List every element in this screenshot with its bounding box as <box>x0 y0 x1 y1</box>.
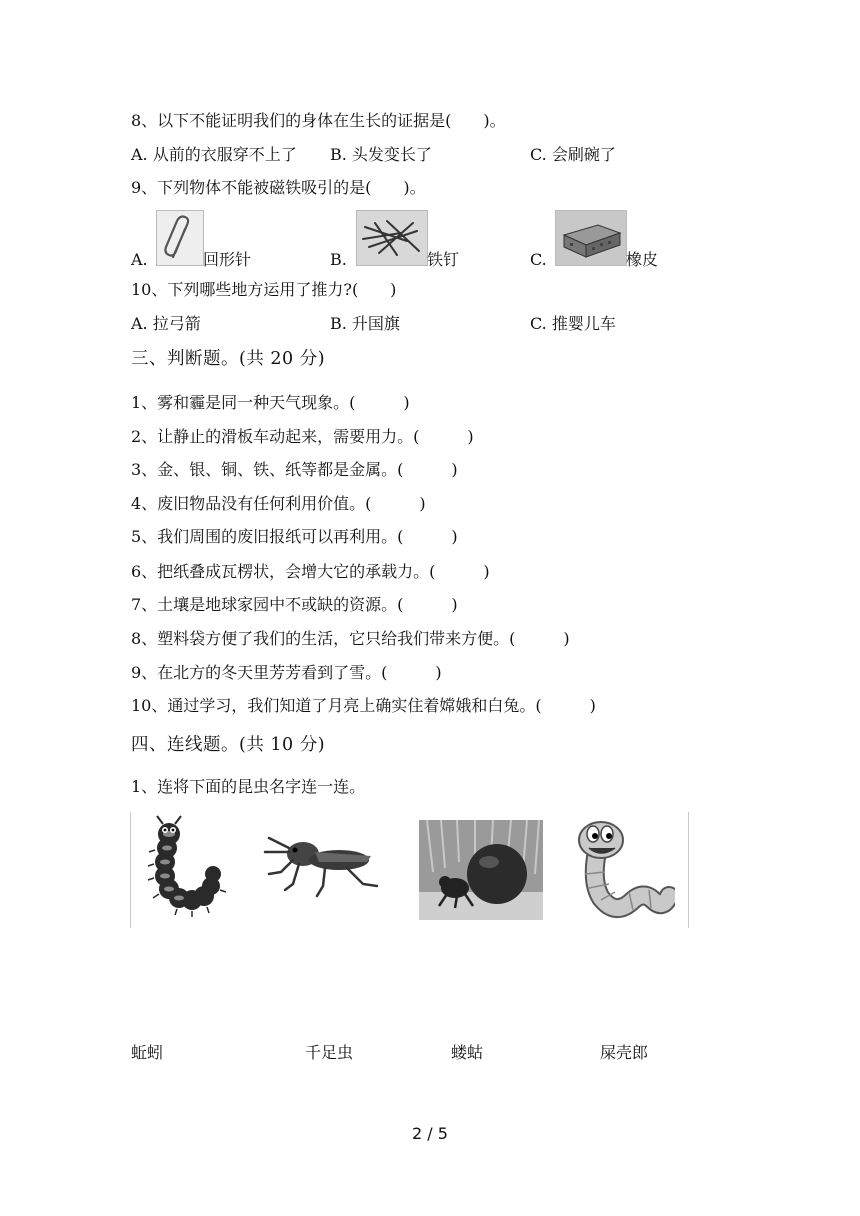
q9-option-a-letter: A. <box>131 250 148 269</box>
mole-cricket-icon <box>259 812 385 928</box>
millipede-icon <box>137 812 229 928</box>
judge-item-5: 5、我们周围的废旧报纸可以再利用。( ) <box>131 527 458 546</box>
section-3-heading: 三、判断题。(共 20 分) <box>131 349 326 369</box>
insect-name-earthworm: 蚯蚓 <box>131 1043 164 1062</box>
judge-item-4: 4、废旧物品没有任何利用价值。( ) <box>131 494 426 513</box>
judge-item-9: 9、在北方的冬天里芳芳看到了雪。( ) <box>131 663 442 682</box>
q8-option-b: B. 头发变长了 <box>330 145 432 164</box>
judge-item-7: 7、土壤是地球家园中不或缺的资源。( ) <box>131 595 458 614</box>
judge-item-3: 3、金、银、铜、铁、纸等都是金属。( ) <box>131 460 458 479</box>
q9-option-b-label: 铁钉 <box>427 250 460 269</box>
question-8: 8、以下不能证明我们的身体在生长的证据是( )。 <box>131 111 506 130</box>
dung-beetle-icon <box>419 812 543 928</box>
eraser-icon <box>555 210 627 266</box>
q8-option-c: C. 会刷碗了 <box>530 145 616 164</box>
judge-item-1: 1、雾和霾是同一种天气现象。( ) <box>131 393 410 412</box>
q10-option-b: B. 升国旗 <box>330 314 400 333</box>
match-question-1: 1、连将下面的昆虫名字连一连。 <box>131 777 366 796</box>
judge-item-2: 2、让静止的滑板车动起来，需要用力。( ) <box>131 427 474 446</box>
page-number: 2 / 5 <box>412 1124 448 1143</box>
question-9: 9、下列物体不能被磁铁吸引的是( )。 <box>131 178 426 197</box>
earthworm-icon <box>571 812 675 928</box>
q10-option-a: A. 拉弓箭 <box>131 314 201 333</box>
q9-option-b-letter: B. <box>330 250 347 269</box>
insect-name-millipede: 千足虫 <box>305 1043 354 1062</box>
q9-option-c-label: 橡皮 <box>626 250 659 269</box>
nails-icon <box>356 210 428 266</box>
q9-option-a-label: 回形针 <box>203 250 252 269</box>
section-4-heading: 四、连线题。(共 10 分) <box>131 735 326 755</box>
q10-option-c: C. 推婴儿车 <box>530 314 616 333</box>
judge-item-10: 10、通过学习，我们知道了月亮上确实住着嫦娥和白兔。( ) <box>131 696 596 715</box>
q9-option-c-letter: C. <box>530 250 547 269</box>
insect-name-dung-beetle: 屎壳郎 <box>600 1043 649 1062</box>
q8-option-a: A. 从前的衣服穿不上了 <box>131 145 297 164</box>
paperclip-icon <box>156 210 204 266</box>
judge-item-8: 8、塑料袋方便了我们的生活，它只给我们带来方便。( ) <box>131 629 570 648</box>
insect-picture-strip <box>130 812 689 928</box>
question-10: 10、下列哪些地方运用了推力?( ) <box>131 280 397 299</box>
insect-name-mole-cricket: 蝼蛄 <box>451 1043 484 1062</box>
judge-item-6: 6、把纸叠成瓦楞状，会增大它的承载力。( ) <box>131 562 490 581</box>
